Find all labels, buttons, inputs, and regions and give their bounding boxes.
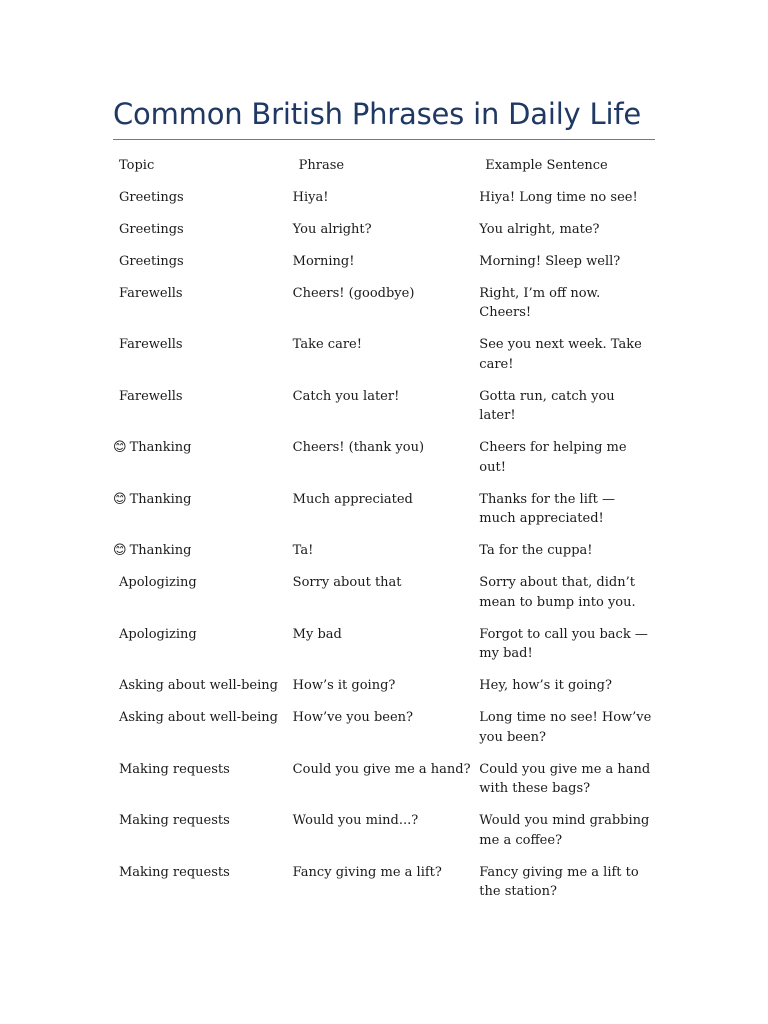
table-row	[113, 252, 655, 284]
cell-phrase: Much appreciated	[292, 491, 413, 507]
cell-phrase: How’s it going?	[292, 678, 396, 693]
topic-label: Greetings	[119, 189, 184, 205]
cell-example: Would you mind grabbing me a coffee?	[479, 813, 650, 848]
table-row	[113, 438, 655, 490]
cell-phrase: Would you mind...?	[292, 813, 419, 828]
topic-label: Thanking	[129, 491, 192, 507]
table-row	[113, 490, 655, 542]
cell-phrase: My bad	[292, 626, 342, 642]
cell-example: Right, I’m off now. Cheers!	[479, 285, 601, 320]
header-phrase: Phrase	[298, 158, 345, 173]
cell-example: Gotta run, catch you later!	[479, 388, 615, 423]
table-row	[113, 541, 655, 573]
cell-topic	[113, 708, 293, 760]
cell-phrase: Morning!	[292, 253, 355, 269]
topic-label: Asking about well-being	[119, 710, 278, 725]
cell-example: You alright, mate?	[479, 221, 600, 237]
cell-topic	[113, 573, 293, 625]
document-page	[113, 92, 655, 914]
cell-phrase: Could you give me a hand?	[292, 761, 471, 777]
cell-topic	[113, 541, 293, 573]
table-row	[113, 676, 655, 708]
cell-topic	[113, 863, 293, 915]
table-header-row	[113, 156, 655, 188]
topic-label: Farewells	[119, 285, 183, 301]
topic-label: Making requests	[119, 813, 230, 828]
table-row	[113, 387, 655, 439]
cell-example: Could you give me a hand with these bags?	[479, 761, 651, 796]
header-topic: Topic	[119, 158, 155, 173]
cell-topic	[113, 438, 293, 490]
table-row	[113, 573, 655, 625]
cell-phrase: How’ve you been?	[292, 710, 413, 725]
cell-example: Hey, how’s it going?	[479, 678, 612, 693]
table-row	[113, 708, 655, 760]
cell-topic	[113, 490, 293, 542]
table-row	[113, 335, 655, 387]
cell-topic	[113, 811, 293, 863]
cell-phrase: Hiya!	[292, 189, 329, 205]
title-underline	[113, 139, 655, 140]
cell-example: Sorry about that, didn’t mean to bump into you.	[479, 575, 636, 610]
topic-label: Farewells	[119, 388, 183, 404]
cell-phrase: Catch you later!	[292, 388, 400, 404]
cell-phrase: You alright?	[292, 221, 372, 237]
cell-phrase: Take care!	[292, 337, 362, 352]
table-row	[113, 188, 655, 220]
cell-example: Forgot to call you back — my bad!	[479, 626, 648, 661]
topic-label: Apologizing	[119, 575, 197, 590]
table-row	[113, 220, 655, 252]
table-body	[113, 188, 655, 915]
topic-label: Thanking	[129, 543, 192, 558]
smiling-face-icon: 😊	[113, 543, 127, 558]
cell-example: Long time no see! How’ve you been?	[479, 710, 652, 745]
document-title: Common British Phrases in Daily Life	[113, 97, 641, 131]
cell-topic	[113, 387, 293, 439]
topic-label: Making requests	[119, 761, 230, 777]
cell-example: Morning! Sleep well?	[479, 253, 621, 269]
cell-phrase: Sorry about that	[292, 575, 402, 590]
table-row	[113, 760, 655, 812]
smiling-face-icon: 😊	[113, 491, 127, 507]
table-row	[113, 284, 655, 336]
topic-label: Thanking	[129, 440, 192, 455]
topic-label: Greetings	[119, 253, 184, 269]
table-row	[113, 863, 655, 915]
topic-label: Asking about well-being	[119, 678, 278, 693]
cell-topic	[113, 284, 293, 336]
cell-example: Hiya! Long time no see!	[479, 189, 638, 205]
cell-phrase: Cheers! (thank you)	[292, 440, 425, 455]
cell-topic	[113, 760, 293, 812]
cell-example: Fancy giving me a lift to the station?	[479, 864, 639, 899]
table-row	[113, 811, 655, 863]
header-example: Example Sentence	[485, 158, 608, 173]
cell-example: Cheers for helping me out!	[479, 440, 627, 475]
cell-phrase: Ta!	[292, 543, 314, 558]
cell-topic	[113, 220, 293, 252]
cell-example: See you next week. Take care!	[479, 337, 642, 372]
cell-topic	[113, 252, 293, 284]
cell-example: Thanks for the lift — much appreciated!	[479, 491, 616, 526]
cell-phrase: Cheers! (goodbye)	[292, 285, 415, 301]
topic-label: Farewells	[119, 337, 183, 352]
phrases-table	[113, 156, 655, 914]
topic-label: Making requests	[119, 864, 230, 880]
cell-example: Ta for the cuppa!	[479, 543, 593, 558]
topic-label: Apologizing	[119, 626, 197, 642]
table-row	[113, 625, 655, 677]
topic-label: Greetings	[119, 221, 184, 237]
cell-topic	[113, 188, 293, 220]
cell-topic	[113, 335, 293, 387]
cell-topic	[113, 625, 293, 677]
cell-phrase: Fancy giving me a lift?	[292, 864, 442, 880]
smiling-face-icon: 😊	[113, 440, 127, 455]
cell-topic	[113, 676, 293, 708]
